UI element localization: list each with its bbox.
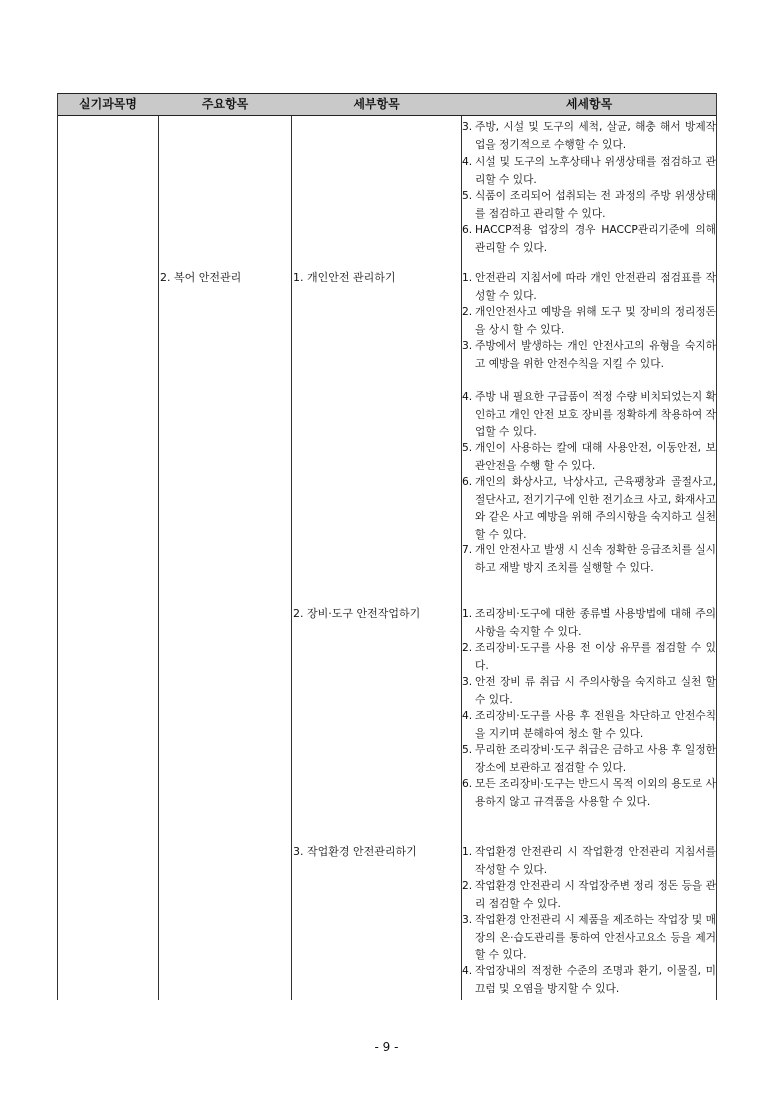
- header-detail-item: 세부항목: [353, 97, 400, 111]
- list-item: [462, 541, 716, 576]
- list-item: [462, 439, 716, 474]
- item-text: 식품이 조리되어 섭취되는 전 과정의 주방 위생상태를 점검하고 관리할 수 있다.: [475, 189, 716, 220]
- item-number: 2.: [462, 305, 473, 318]
- list-item: [462, 303, 716, 338]
- item-text: 안전 장비 류 취급 시 주의사항을 숙지하고 실천 할 수 있다.: [475, 675, 716, 706]
- item-text: 시설 및 도구의 노후상태나 위생상태를 점검하고 관리할 수 있다.: [475, 155, 716, 186]
- item-number: 2.: [462, 641, 473, 654]
- item-number: 3.: [462, 675, 473, 688]
- spec-table: [57, 93, 717, 1000]
- list-item: [462, 639, 716, 674]
- item-number: 4.: [462, 964, 473, 977]
- item-number: 5.: [462, 743, 473, 756]
- item-number: 3.: [462, 913, 473, 926]
- item-text: 개인안전사고 예방을 위해 도구 및 장비의 정리정돈을 상시 할 수 있다.: [475, 305, 716, 336]
- item-text: 작업환경 안전관리 시 작업장주변 정리 정돈 등을 관리 점검할 수 있다.: [475, 879, 716, 910]
- item-text: 무리한 조리장비·도구 취급은 금하고 사용 후 일정한 장소에 보관하고 점검할 수 있다.: [475, 743, 716, 774]
- item-number: 4.: [462, 155, 473, 168]
- item-text: 작업환경 안전관리 시 제품을 제조하는 작업장 및 매장의 온·습도관리를 통하여 안전사고요소 등을 제거할 수 있다.: [475, 913, 716, 962]
- list-item: [462, 673, 716, 708]
- item-number: 1.: [462, 271, 473, 284]
- item-number: 3.: [462, 339, 473, 352]
- list-item: [462, 605, 716, 640]
- column-divider: [291, 93, 292, 1000]
- table-header: [58, 93, 716, 116]
- item-text: 작업환경 안전관리 시 작업환경 안전관리 지침서를 작성할 수 있다.: [475, 845, 716, 876]
- item-number: 5.: [462, 189, 473, 202]
- item-text: 주방 내 필요한 구급품이 적정 수량 비치되었는지 확인하고 개인 안전 보호 장비를 정확하게 착용하여 작업할 수 있다.: [475, 390, 716, 439]
- list-item: [462, 911, 716, 964]
- item-text: 주방에서 발생하는 개인 안전사고의 유형을 숙지하고 예방을 위한 안전수칙을 지킬 수 있다.: [475, 339, 716, 370]
- list-item: [462, 962, 716, 997]
- column-divider: [158, 93, 159, 1000]
- item-number: 1.: [462, 845, 473, 858]
- list-item: [462, 187, 716, 222]
- item-text: 개인 안전사고 발생 시 신속 정확한 응급조치를 실시하고 재발 방지 조치를 실행할 수 있다.: [475, 543, 716, 574]
- item-number: 2.: [462, 879, 473, 892]
- item-number: 4.: [462, 709, 473, 722]
- list-item: [462, 269, 716, 304]
- item-text: HACCP적용 업장의 경우 HACCP관리기준에 의해 관리할 수 있다.: [475, 223, 716, 254]
- item-text: 조리장비·도구에 대한 종류별 사용방법에 대해 주의사항을 숙지할 수 있다.: [475, 607, 716, 638]
- detail-item-title: 1. 개인안전 관리하기: [293, 271, 396, 284]
- list-item: [462, 877, 716, 912]
- item-number: 6.: [462, 475, 473, 488]
- list-item: [462, 221, 716, 256]
- item-text: 작업장내의 적정한 수준의 조명과 환기, 이물질, 미끄럼 및 오염을 방지할 수 있다.: [475, 964, 716, 995]
- item-text: 조리장비·도구를 사용 전 이상 유무를 점검할 수 있다.: [475, 641, 716, 672]
- page-number: - 9 -: [374, 1040, 399, 1054]
- item-text: 조리장비·도구를 사용 후 전원을 차단하고 안전수칙을 지키며 분해하여 청소 할 수 있다.: [475, 709, 716, 740]
- item-text: 모든 조리장비·도구는 반드시 목적 이외의 용도로 사용하지 않고 규격품을 사용할 수 있다.: [475, 777, 716, 808]
- list-item: [462, 843, 716, 878]
- item-text: 개인이 사용하는 칼에 대해 사용안전, 이동안전, 보관안전을 수행 할 수 있다.: [475, 441, 716, 472]
- item-number: 3.: [462, 120, 473, 133]
- list-item: [462, 388, 716, 441]
- item-text: 개인의 화상사고, 낙상사고, 근육팽창과 골절사고, 절단사고, 전기기구에 인한 전기쇼크 사고, 화재사고와 같은 사고 예방을 위해 주의시항을 숙지하고 실천할 수 있다.: [475, 475, 716, 541]
- item-number: 7.: [462, 543, 473, 556]
- list-item: [462, 707, 716, 742]
- item-number: 6.: [462, 777, 473, 790]
- item-text: 주방, 시설 및 도구의 세척, 살균, 해충 해서 방제작업을 정기적으로 수행할 수 있다.: [475, 120, 716, 151]
- list-item: [462, 153, 716, 188]
- list-item: [462, 775, 716, 810]
- list-item: [462, 337, 716, 372]
- item-number: 6.: [462, 223, 473, 236]
- item-number: 4.: [462, 390, 473, 403]
- header-subject: 실기과목명: [79, 97, 137, 111]
- header-main-item: 주요항목: [201, 97, 249, 111]
- header-sub-detail-item: 세세항목: [565, 97, 613, 111]
- item-number: 5.: [462, 441, 473, 454]
- item-number: 1.: [462, 607, 473, 620]
- detail-item-title: 2. 장비·도구 안전작업하기: [293, 607, 421, 620]
- detail-item-title: 3. 작업환경 안전관리하기: [293, 845, 417, 858]
- list-item: [462, 473, 716, 543]
- list-item: [462, 741, 716, 776]
- main-item-label: 2. 복어 안전관리: [160, 271, 242, 284]
- list-item: [462, 118, 716, 153]
- item-text: 안전관리 지침서에 따라 개인 안전관리 점검표를 작성할 수 있다.: [475, 271, 716, 302]
